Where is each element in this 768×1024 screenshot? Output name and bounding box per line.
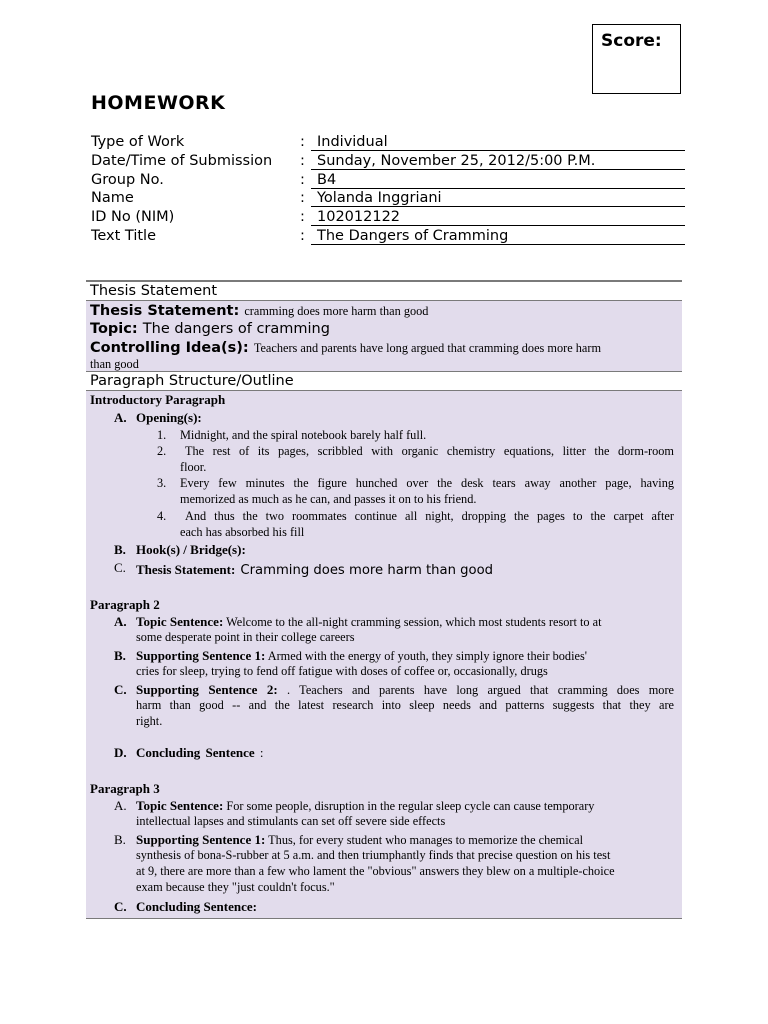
info-label: Date/Time of Submission bbox=[91, 152, 273, 169]
info-colon: : bbox=[300, 171, 305, 188]
p2-topic-text: Welcome to the all-night cramming session, which most students resort to at bbox=[226, 615, 602, 629]
hook-label: Hook(s) / Bridge(s): bbox=[136, 542, 246, 557]
info-colon: : bbox=[300, 190, 305, 207]
info-colon: : bbox=[300, 209, 305, 226]
p2-supporting-2-cont: harm than good -- and the latest research into sleep needs and patterns suggests that they are bbox=[136, 698, 674, 712]
thesis-header: Thesis Statement bbox=[86, 281, 682, 301]
p2-a-marker: A. bbox=[114, 614, 127, 629]
p2-supporting-1-label: Supporting Sentence 1: bbox=[136, 648, 266, 663]
opening-label: Opening(s): bbox=[136, 410, 202, 425]
p3-supporting-1-cont: exam because they "just couldn't focus." bbox=[136, 880, 335, 894]
controlling-idea-label: Controlling Idea(s): bbox=[90, 340, 249, 356]
p2-concluding bbox=[136, 745, 264, 761]
p3-a-marker: A. bbox=[114, 798, 127, 813]
opening-item-text: Every few minutes the figure hunched over the desk tears away another page, having bbox=[180, 476, 674, 490]
p2-supporting-2-text: . Teachers and parents have long argued that cramming does more bbox=[287, 683, 674, 697]
p3-supporting-1-text: Thus, for every student who manages to memorize the chemical bbox=[268, 833, 583, 847]
p3-topic-text-cont: intellectual lapses and stimulants can set off severe side effects bbox=[136, 814, 446, 828]
p3-concluding-label: Concluding Sentence: bbox=[136, 899, 257, 914]
p3-supporting-1-cont: synthesis of bona-S-rubber at 5 a.m. and then triumphantly finds that precise question on his test bbox=[136, 848, 611, 862]
info-row-name bbox=[91, 189, 685, 208]
info-label: Type of Work bbox=[91, 134, 185, 150]
p2-b-marker: B. bbox=[114, 648, 126, 663]
info-value-group: B4 bbox=[311, 171, 685, 189]
p3-topic-text: For some people, disruption in the regular sleep cycle can cause temporary bbox=[226, 799, 595, 813]
controlling-idea-line bbox=[90, 338, 674, 357]
info-row-text-title bbox=[91, 227, 685, 246]
p2-concluding-label: Concluding Sentence bbox=[136, 745, 255, 760]
p2-c-marker: C. bbox=[114, 682, 127, 697]
outline-header: Paragraph Structure/Outline bbox=[86, 371, 682, 391]
topic-label: Topic: bbox=[90, 321, 138, 337]
opening-item-text: Midnight, and the spiral notebook barely half full. bbox=[180, 428, 427, 442]
paragraph-3-heading: Paragraph 3 bbox=[90, 781, 160, 796]
info-row-group bbox=[91, 171, 685, 190]
info-colon: : bbox=[300, 227, 305, 244]
opening-item-text-cont: each has absorbed his fill bbox=[180, 525, 305, 539]
p3-topic-sentence bbox=[136, 798, 594, 814]
thesis-statement-label: Thesis Statement: bbox=[90, 303, 240, 319]
intro-thesis-value: Cramming does more harm than good bbox=[240, 563, 494, 578]
info-label: Text Title bbox=[91, 227, 157, 244]
intro-thesis-line bbox=[136, 559, 493, 578]
info-form bbox=[91, 133, 685, 246]
p2-d-marker: D. bbox=[114, 745, 127, 760]
thesis-marker: C. bbox=[114, 560, 126, 575]
info-value-type-of-work: Individual bbox=[311, 133, 685, 151]
p2-supporting-1 bbox=[136, 648, 587, 664]
p2-topic-sentence bbox=[136, 614, 602, 630]
p2-topic-label: Topic Sentence: bbox=[136, 614, 224, 629]
info-value-id: 102012122 bbox=[311, 208, 685, 226]
info-colon: : bbox=[300, 134, 305, 150]
opening-item-text: And thus the two roommates continue all night, dropping the pages to the carpet after bbox=[185, 509, 674, 523]
p2-supporting-2-cont: right. bbox=[136, 714, 163, 728]
p2-concluding-colon: : bbox=[259, 745, 264, 760]
p3-supporting-1 bbox=[136, 832, 583, 848]
controlling-idea-value: Teachers and parents have long argued that cramming does more harm bbox=[253, 341, 602, 355]
p2-supporting-1-cont: cries for sleep, trying to fend off fatigue with doses of coffee or, occasionally, drugs bbox=[136, 664, 548, 678]
hook-marker: B. bbox=[114, 542, 126, 557]
p3-supporting-1-cont: at 9, there are more than a few who lament the "obvious" answers they blew on a multiple-choice bbox=[136, 864, 615, 878]
p2-supporting-2-label: Supporting Sentence 2: bbox=[136, 682, 278, 697]
intro-heading: Introductory Paragraph bbox=[90, 392, 226, 407]
thesis-statement-value: cramming does more harm than good bbox=[244, 304, 429, 318]
p2-supporting-2 bbox=[136, 682, 674, 698]
opening-item-num: 3. bbox=[157, 476, 167, 490]
page-title: HOMEWORK bbox=[91, 92, 226, 114]
info-row-type-of-work bbox=[91, 133, 685, 152]
score-box bbox=[592, 24, 681, 94]
outline-table bbox=[86, 280, 682, 919]
topic-line bbox=[90, 319, 674, 338]
intro-thesis-label: Thesis Statement: bbox=[136, 562, 236, 577]
info-label: ID No (NIM) bbox=[91, 209, 175, 226]
p2-supporting-1-text: Armed with the energy of youth, they simply ignore their bodies' bbox=[267, 649, 587, 663]
controlling-idea-value-cont: than good bbox=[90, 357, 139, 371]
opening-marker: A. bbox=[114, 410, 127, 425]
thesis-statement-line bbox=[90, 301, 674, 320]
info-row-submission bbox=[91, 152, 685, 171]
paragraph-2-heading: Paragraph 2 bbox=[90, 597, 160, 612]
opening-item-num: 2. bbox=[157, 444, 167, 458]
p2-topic-text-cont: some desperate point in their college careers bbox=[136, 630, 355, 644]
opening-item-num: 1. bbox=[157, 428, 167, 442]
p3-c-marker: C. bbox=[114, 899, 127, 914]
opening-item-num: 4. bbox=[157, 509, 167, 523]
info-label: Name bbox=[91, 190, 134, 207]
p3-b-marker: B. bbox=[114, 832, 126, 847]
p3-supporting-1-label: Supporting Sentence 1: bbox=[136, 832, 266, 847]
info-value-name: Yolanda Inggriani bbox=[311, 189, 685, 207]
p3-topic-label: Topic Sentence: bbox=[136, 798, 224, 813]
info-label: Group No. bbox=[91, 171, 164, 188]
opening-item-text-cont: floor. bbox=[180, 460, 207, 474]
opening-item-text: The rest of its pages, scribbled with organic chemistry equations, litter the dorm-room bbox=[185, 444, 674, 458]
score-label: Score: bbox=[601, 31, 662, 51]
opening-item-text-cont: memorized as much as he can, and passes it on to his friend. bbox=[180, 492, 477, 506]
info-value-text-title: The Dangers of Cramming bbox=[311, 227, 685, 245]
info-value-submission: Sunday, November 25, 2012/5:00 P.M. bbox=[311, 152, 685, 170]
info-row-id bbox=[91, 208, 685, 227]
info-colon: : bbox=[300, 152, 305, 169]
topic-value: The dangers of cramming bbox=[142, 321, 330, 337]
